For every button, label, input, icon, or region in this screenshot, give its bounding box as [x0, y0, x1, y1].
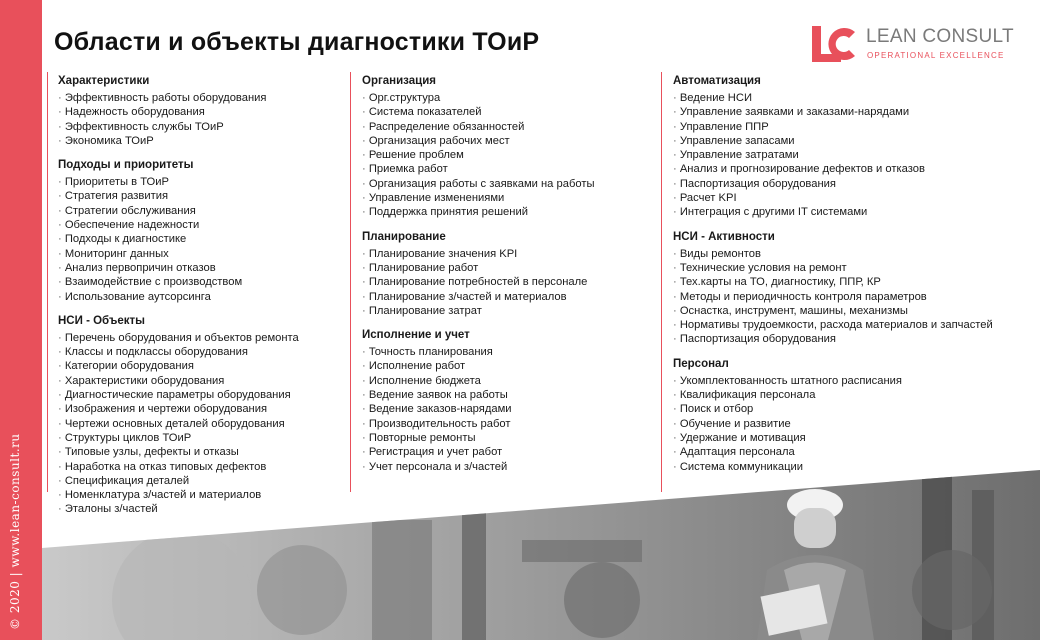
list-item: · Исполнение работ [362, 359, 656, 373]
list-item: · Оснастка, инструмент, машины, механизмы [673, 304, 1035, 318]
section-title: Персонал [673, 357, 729, 370]
list-item: · Типовые узлы, дефекты и отказы [58, 445, 344, 459]
list-item: · Исполнение бюджета [362, 374, 656, 388]
column-divider-2 [350, 72, 351, 492]
section-title: НСИ - Объекты [58, 314, 145, 327]
list-item: · Планирование значения KPI [362, 247, 656, 261]
list-item: · Удержание и мотивация [673, 431, 1035, 445]
section-title: Планирование [362, 230, 446, 243]
section-list [362, 91, 656, 220]
list-item: · Распределение обязанностей [362, 120, 656, 134]
list-item: · Регистрация и учет работ [362, 445, 656, 459]
section-automation [673, 74, 1035, 220]
section-title: Характеристики [58, 75, 150, 87]
section-title: НСИ - Активности [673, 230, 775, 243]
list-item: · Адаптация персонала [673, 445, 1035, 459]
sidebar-bar [0, 0, 42, 640]
list-item: · Обеспечение надежности [58, 218, 344, 232]
logo-tagline: OPERATIONAL EXCELLENCE [867, 51, 1005, 60]
list-item: · Номенклатура з/частей и материалов [58, 488, 344, 502]
section-execution [362, 328, 656, 474]
list-item: · Планирование потребностей в персонале [362, 275, 656, 289]
list-item: · Паспортизация оборудования [673, 177, 1035, 191]
column-divider-1 [47, 72, 48, 492]
list-item: · Ведение НСИ [673, 91, 1035, 105]
list-item: · Ведение заявок на работы [362, 388, 656, 402]
list-item: · Планирование затрат [362, 304, 656, 318]
list-item: · Производительность работ [362, 417, 656, 431]
list-item: · Наработка на отказ типовых дефектов [58, 460, 344, 474]
list-item: · Управление заявками и заказами-нарядами [673, 105, 1035, 119]
column-2 [362, 74, 656, 484]
list-item: · Поддержка принятия решений [362, 205, 656, 219]
section-list [673, 91, 1035, 220]
list-item: · Тех.карты на ТО, диагностику, ППР, КР [673, 275, 1035, 289]
section-title: Автоматизация [673, 75, 761, 87]
list-item: · Планирование работ [362, 261, 656, 275]
list-item: · Классы и подклассы оборудования [58, 345, 344, 359]
list-item: · Стратегия развития [58, 189, 344, 203]
list-item: · Управление ППР [673, 120, 1035, 134]
list-item: · Анализ и прогнозирование дефектов и отказов [673, 162, 1035, 176]
section-title: Подходы и приоритеты [58, 159, 194, 172]
list-item: · Организация рабочих мест [362, 134, 656, 148]
section-list [362, 247, 656, 318]
list-item: · Экономика ТОиР [58, 134, 344, 148]
list-item: · Обучение и развитие [673, 417, 1035, 431]
list-item: · Надежность оборудования [58, 105, 344, 119]
list-item: · Структуры циклов ТОиР [58, 431, 344, 445]
list-item: · Учет персонала и з/частей [362, 460, 656, 474]
column-divider-3 [661, 72, 662, 492]
list-item: · Технические условия на ремонт [673, 261, 1035, 275]
list-item: · Управление запасами [673, 134, 1035, 148]
list-item: · Система показателей [362, 105, 656, 119]
list-item: · Подходы к диагностике [58, 232, 344, 246]
section-list [673, 374, 1035, 474]
list-item: · Интеграция с другими IT системами [673, 205, 1035, 219]
section-approaches [58, 158, 344, 304]
section-title: Исполнение и учет [362, 329, 470, 342]
section-list [673, 247, 1035, 347]
list-item: · Организация работы с заявками на работы [362, 177, 656, 191]
list-item: · Чертежи основных деталей оборудования [58, 417, 344, 431]
list-item: · Эталоны з/частей [58, 502, 344, 516]
list-item: · Управление затратами [673, 148, 1035, 162]
section-characteristics [58, 74, 344, 148]
section-personnel [673, 357, 1035, 474]
list-item: · Диагностические параметры оборудования [58, 388, 344, 402]
list-item: · Система коммуникации [673, 460, 1035, 474]
list-item: · Мониторинг данных [58, 247, 344, 261]
section-list [58, 175, 344, 304]
list-item: · Планирование з/частей и материалов [362, 290, 656, 304]
sidebar-copyright: © 2020 | www.lean-consult.ru [8, 433, 22, 630]
list-item: · Приемка работ [362, 162, 656, 176]
list-item: · Повторные ремонты [362, 431, 656, 445]
list-item: · Ведение заказов-нарядами [362, 402, 656, 416]
list-item: · Нормативы трудоемкости, расхода материалов и запчастей [673, 318, 1035, 332]
list-item: · Паспортизация оборудования [673, 332, 1035, 346]
list-item: · Решение проблем [362, 148, 656, 162]
list-item: · Поиск и отбор [673, 402, 1035, 416]
list-item: · Виды ремонтов [673, 247, 1035, 261]
list-item: · Методы и периодичность контроля параметров [673, 290, 1035, 304]
list-item: · Изображения и чертежи оборудования [58, 402, 344, 416]
section-planning [362, 230, 656, 318]
section-nsi-activities [673, 230, 1035, 347]
section-title: Организация [362, 75, 436, 87]
list-item: · Анализ первопричин отказов [58, 261, 344, 275]
list-item: · Характеристики оборудования [58, 374, 344, 388]
list-item: · Категории оборудования [58, 359, 344, 373]
list-item: · Точность планирования [362, 345, 656, 359]
column-3 [673, 74, 1035, 484]
section-organization [362, 74, 656, 220]
list-item: · Укомплектованность штатного расписания [673, 374, 1035, 388]
list-item: · Использование аутсорсинга [58, 290, 344, 304]
list-item: · Управление изменениями [362, 191, 656, 205]
section-list [362, 345, 656, 474]
list-item: · Спецификация деталей [58, 474, 344, 488]
list-item: · Взаимодействие с производством [58, 275, 344, 289]
column-1 [58, 74, 344, 527]
page-title: Области и объекты диагностики ТОиР [54, 28, 540, 56]
list-item: · Эффективность работы оборудования [58, 91, 344, 105]
list-item: · Стратегии обслуживания [58, 204, 344, 218]
list-item: · Орг.структура [362, 91, 656, 105]
list-item: · Перечень оборудования и объектов ремонта [58, 331, 344, 345]
logo-name: LEAN CONSULT [866, 26, 1014, 47]
list-item: · Квалификация персонала [673, 388, 1035, 402]
section-list [58, 91, 344, 148]
section-nsi-objects [58, 314, 344, 517]
list-item: · Приоритеты в ТОиР [58, 175, 344, 189]
list-item: · Эффективность службы ТОиР [58, 120, 344, 134]
section-list [58, 331, 344, 517]
list-item: · Расчет KPI [673, 191, 1035, 205]
